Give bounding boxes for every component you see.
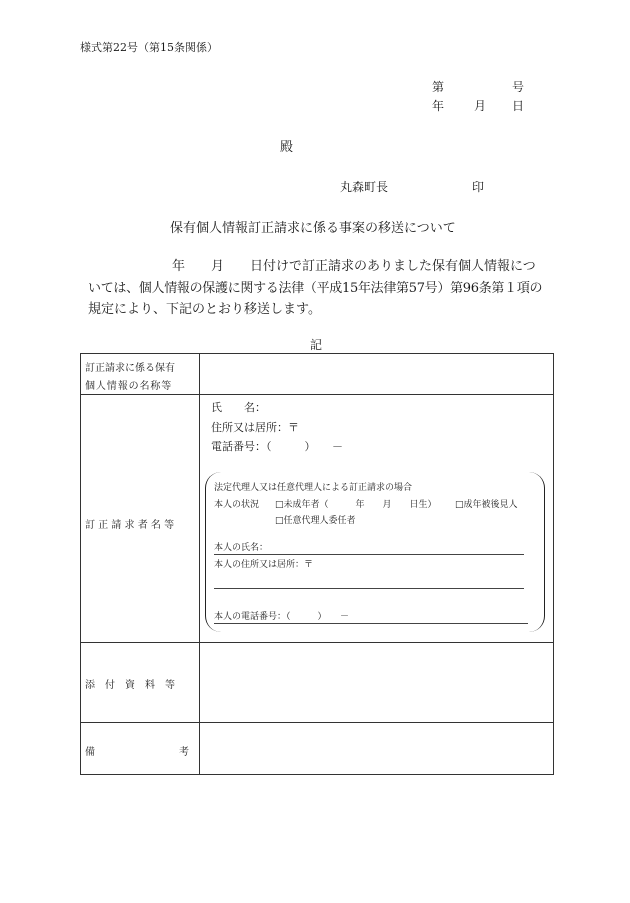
principal-status-label: 本人の状況 bbox=[214, 500, 260, 510]
principal-address-label: 本人の住所又は居所：〒 bbox=[214, 560, 314, 570]
row1-label-line2: 個人情報の名称等 bbox=[85, 381, 173, 392]
addressee-suffix: 殿 bbox=[280, 140, 294, 155]
body-line-1: 年 月 日付けで訂正請求のありました保有個人情報につ bbox=[172, 259, 536, 274]
requester-name-label: 氏 名： bbox=[211, 401, 266, 414]
doc-number-dai: 第 bbox=[432, 80, 445, 94]
row2-label: 訂 正 請 求 者 名 等 bbox=[85, 520, 175, 531]
principal-name-label: 本人の氏名： bbox=[214, 543, 269, 553]
principal-name-line bbox=[214, 540, 524, 555]
option-minor: □未成年者（ 年 月 日生） bbox=[275, 500, 437, 510]
table-divider-vertical bbox=[199, 354, 200, 774]
body-line-3: 規定により、下記のとおり移送します。 bbox=[88, 302, 321, 317]
table-divider-2 bbox=[81, 642, 553, 643]
principal-phone-line bbox=[214, 609, 528, 624]
principal-phone-label: 本人の電話番号：（ ） － bbox=[214, 612, 350, 622]
table-divider-3 bbox=[81, 722, 553, 723]
body-line-2: いては、個人情報の保護に関する法律（平成15年法律第57号）第96条第１項の bbox=[88, 281, 543, 296]
table-divider-1 bbox=[81, 394, 553, 395]
row4-label-b: 考 bbox=[179, 747, 189, 758]
agent-heading: 法定代理人又は任意代理人による訂正請求の場合 bbox=[214, 483, 413, 493]
date-year: 年 bbox=[432, 99, 445, 113]
option-adult-ward: □成年被後見人 bbox=[455, 500, 518, 510]
requester-phone-label: 電話番号：（ ） － bbox=[211, 440, 343, 453]
seal-mark: 印 bbox=[472, 180, 485, 194]
ki-heading: 記 bbox=[310, 338, 323, 352]
requester-address-label: 住所又は居所：〒 bbox=[211, 421, 299, 434]
date-day: 日 bbox=[512, 99, 525, 113]
row3-label: 添 付 資 料 等 bbox=[85, 680, 175, 691]
date-month: 月 bbox=[474, 99, 487, 113]
sender-title: 丸森町長 bbox=[340, 180, 389, 194]
row1-label-line1: 訂正請求に係る保有 bbox=[85, 363, 175, 374]
option-voluntary-agent: □任意代理人委任者 bbox=[275, 516, 356, 526]
principal-address-underline bbox=[214, 588, 524, 589]
form-number: 様式第22号（第15条関係） bbox=[80, 41, 218, 54]
document-title: 保有個人情報訂正請求に係る事案の移送について bbox=[170, 221, 456, 236]
row4-label-a: 備 bbox=[85, 747, 95, 758]
doc-number-go: 号 bbox=[512, 80, 525, 94]
